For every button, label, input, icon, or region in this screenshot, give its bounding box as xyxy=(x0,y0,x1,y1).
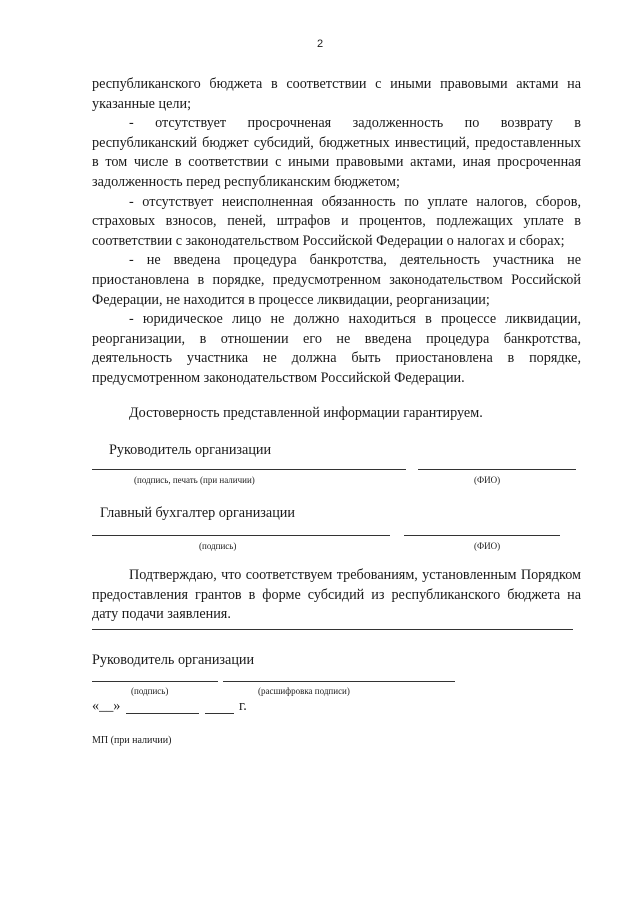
head-name-line[interactable] xyxy=(418,469,576,470)
paragraph-budget-continuation: республиканского бюджета в соответствии с иными правовыми актами на указанные цели; xyxy=(92,76,581,112)
paragraph-no-tax-obligation: - отсутствует неисполненная обязанность по уплате налогов, сборов, страховых взносов, пеней, штрафов и процентов, подлежащих уплате в соответствии с законодательством Российской Федерации о налогах и сборах; xyxy=(92,193,581,249)
date-day-quote: «__» xyxy=(92,698,121,714)
head-name-caption: (ФИО) xyxy=(474,475,501,485)
head-signature-line[interactable] xyxy=(92,469,406,470)
confirmation-line[interactable] xyxy=(92,629,573,630)
paragraph-no-liquidation: - юридическое лицо не должно находиться в процессе ликвидации, реорганизации, в отношении его не введена процедура банкротства, деятельность участника не должна быть приостановлена в порядке, предусмотренном законодательством Российской Федерации. xyxy=(92,311,581,386)
confirmation-statement: Подтверждаю, что соответствуем требованиям, установленным Порядком предоставления грантов в форме субсидий из республиканского бюджета на дату подачи заявления. xyxy=(92,567,581,623)
head-2-signature-caption: (подпись) xyxy=(131,686,169,696)
head-label-2: Руководитель организации xyxy=(92,652,255,668)
guarantee-statement: Достоверность представленной информации гарантируем. xyxy=(129,405,483,421)
requirements-text xyxy=(92,75,581,389)
page-number: 2 xyxy=(316,38,324,50)
date-year-suffix: г. xyxy=(239,698,247,714)
accountant-signature-caption: (подпись) xyxy=(199,541,237,551)
accountant-name-caption: (ФИО) xyxy=(474,541,501,551)
date-year-line[interactable] xyxy=(205,713,234,714)
head-signature-caption: (подпись, печать (при наличии) xyxy=(134,475,255,485)
accountant-name-line[interactable] xyxy=(404,535,560,536)
date-month-line[interactable] xyxy=(126,713,199,714)
accountant-signature-line[interactable] xyxy=(92,535,390,536)
head-2-signature-line[interactable] xyxy=(92,681,218,682)
stamp-note: МП (при наличии) xyxy=(92,735,172,746)
head-2-decode-caption: (расшифровка подписи) xyxy=(258,686,350,696)
accountant-label: Главный бухгалтер организации xyxy=(100,505,295,521)
paragraph-no-bankruptcy: - не введена процедура банкротства, деятельность участника не приостановлена в порядке, предусмотренном законодательством Российской Федерации, не находится в процессе ликвидации, реорганизации; xyxy=(92,252,581,308)
head-2-decode-line[interactable] xyxy=(223,681,455,682)
paragraph-no-overdue-debt: - отсутствует просрочненая задолженность по возврату в республиканский бюджет субсидий, бюджетных инвестиций, предоставленных в том числе в соответствии с иными правовыми актами, иная просроченная задолженность перед республиканским бюджетом; xyxy=(92,115,581,190)
head-label: Руководитель организации xyxy=(109,442,272,458)
